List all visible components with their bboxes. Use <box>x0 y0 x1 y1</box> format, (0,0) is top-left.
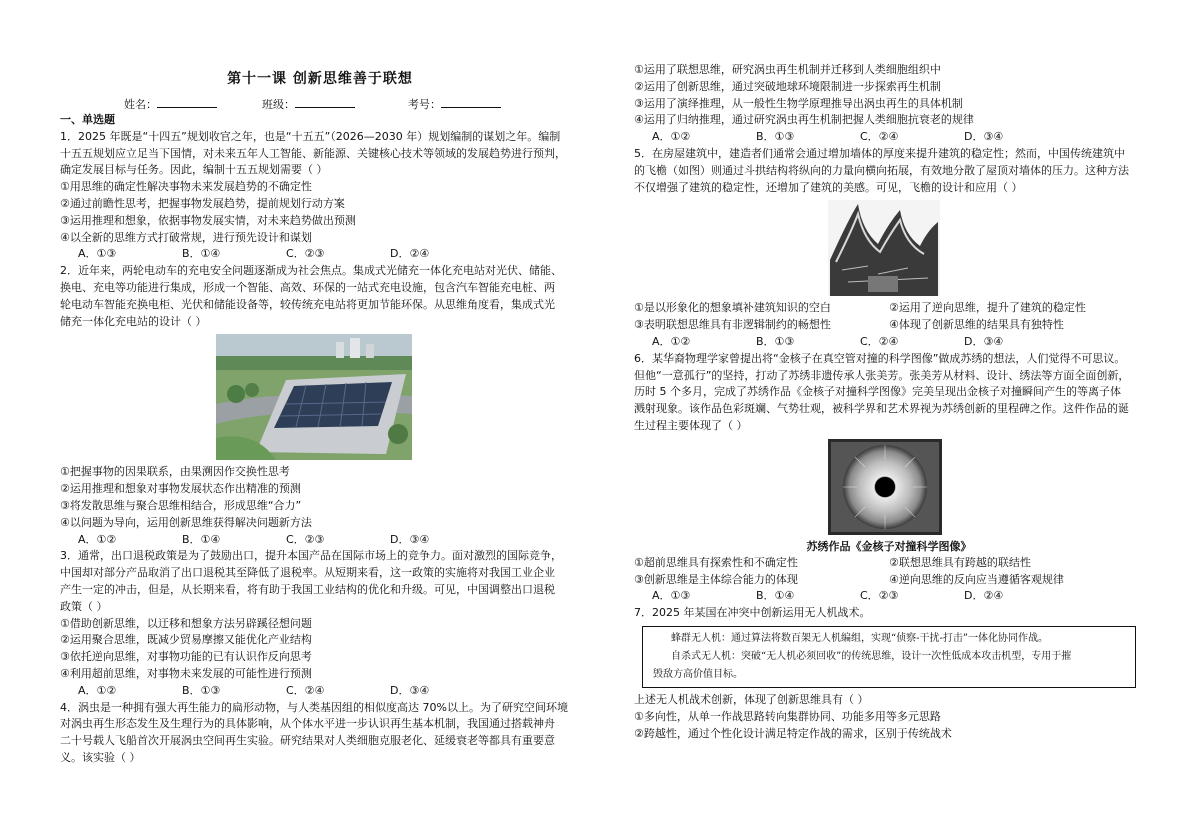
q5-option-b[interactable]: B．①③ <box>756 334 795 348</box>
embroidery-image <box>828 439 942 535</box>
q7-box-line: 毁敌方高价值目标。 <box>653 668 743 680</box>
q3-line: 3．通常，出口退税政策是为了鼓励出口，提升本国产品在国际市场上的竞争力。面对激烈的国际竞争， <box>60 549 562 563</box>
q2-statement: ②运用推理和想象对事物发展状态作出精准的预测 <box>60 482 301 496</box>
q3-option-d[interactable]: D．③④ <box>390 683 430 697</box>
class-field <box>262 96 355 112</box>
class-blank[interactable] <box>295 97 355 108</box>
q4-line: 对涡虫再生形态发生及生理行为的具体影响，从个体水平进一步认识再生基本机制，我国通过搭载神舟 <box>60 717 555 731</box>
q1-line: 确定发展目标与任务。因此，编制十五五规划需要（ ） <box>60 163 328 177</box>
q1-line: 十五五规划应立足当下国情，对未来五年人工智能、新能源、关键核心技术等领域的发展趋势进行预判， <box>60 146 566 160</box>
q2-statement: ③将发散思维与聚合思维相结合，形成思维“合力” <box>60 498 302 512</box>
class-label: 班级： <box>262 98 295 111</box>
q2-line: 换电、充电等功能进行集成，形成一个智能、高效、环保的一站式充电设施，包含汽车智能充电桩、两 <box>60 280 555 294</box>
q5-statements-row <box>634 300 1144 317</box>
question-5 <box>634 146 1144 351</box>
q6-line: 溅射现象。该作品色彩斑斓、气势壮观，被科学界和艺术界视为苏绣创新的里程碑之作。这件作品的诞 <box>634 402 1129 416</box>
q6-statements-row <box>634 572 1144 589</box>
q4-line: 4．涡虫是一种拥有强大再生能力的扁形动物，与人类基因组的相似度高达 70%以上。为了研究空间环境 <box>60 700 568 714</box>
q3-options <box>60 683 580 700</box>
name-field <box>124 96 217 112</box>
q1-statement: ②通过前瞻性思考，把握事物发展趋势，提前规划行动方案 <box>60 196 345 210</box>
right-column <box>634 62 1144 742</box>
q7-line: 上述无人机战术创新，体现了创新思维具有（ ） <box>634 692 869 706</box>
name-blank[interactable] <box>157 97 217 108</box>
exam-no-blank[interactable] <box>441 97 501 108</box>
q3-line: 中国却对部分产品取消了出口退税其至降低了退税率。从短期来看，这一政策的实施将对我国工业企业 <box>60 566 555 580</box>
question-6 <box>634 351 1144 605</box>
q2-line: 储充一体化充电站的设计（ ） <box>60 314 207 328</box>
q3-option-a[interactable]: A．①② <box>78 683 117 697</box>
q4-option-d[interactable]: D．③④ <box>964 130 1004 144</box>
q3-statement: ①借助创新思维，以迂移和想象方法另辟蹊径想问题 <box>60 616 312 630</box>
q5-line: 的飞檐（如图）则通过斗拱结构将纵向的力量向横向拓展，有效地分散了屋顶对墙体的压力。这种方法 <box>634 163 1129 177</box>
q2-option-d[interactable]: D．③④ <box>390 532 430 546</box>
q5-options <box>634 334 1144 351</box>
q5-option-a[interactable]: A．①② <box>652 334 691 348</box>
q4-line: 二十号载人飞船首次开展涡虫空间再生实验。研究结果对人类细胞克服老化、延缓衰老等都具有重要意 <box>60 734 555 748</box>
q6-line: 历时 5 个多月，完成了苏绣作品《金核子对撞科学图像》完美呈现出金核子对撞瞬间产生的等离子体 <box>634 385 1121 399</box>
q6-statement: ②联想思维具有跨越的联结性 <box>889 555 1031 569</box>
q4-statement: ①运用了联想思维，研究涡虫再生机制并迁移到人类细胞组织中 <box>634 63 941 76</box>
q6-option-a[interactable]: A．①③ <box>652 589 691 603</box>
q7-head: 7．2025 年某国在冲突中创新运用无人机战术。 <box>634 606 871 620</box>
question-4 <box>60 700 580 767</box>
q6-option-b[interactable]: B．①④ <box>756 589 795 603</box>
q7-box-line: 蜂群无人机：通过算法将数百架无人机编组，实现“侦察-干扰-打击”一体化协同作战。 <box>671 632 1048 644</box>
q2-options <box>60 532 580 549</box>
q5-statements-row <box>634 317 1144 334</box>
q7-box-line: 自杀式无人机：突破“无人机必须回收”的传统思维，设计一次性低成本攻击机型，专用于摧 <box>671 650 1072 662</box>
q4-options <box>634 129 1144 146</box>
q5-statement: ③表明联想思维具有非逻辑制约的畅想性 <box>634 318 831 332</box>
q2-option-b[interactable]: B．①④ <box>182 532 221 546</box>
charging-station-image <box>216 334 412 460</box>
q3-statement: ④利用超前思维，对事物未来发展的可能性进行预测 <box>60 666 312 680</box>
q6-statement: ④逆向思维的反向应当遵循客观规律 <box>889 572 1064 586</box>
embroidery-caption: 苏绣作品《金核子对撞科学图像》 <box>806 539 972 553</box>
q6-line: 生过程主要体现了（ ） <box>634 418 748 432</box>
question-1 <box>60 129 580 263</box>
q6-option-c[interactable]: C．②③ <box>860 589 899 603</box>
section-heading: 一、单选题 <box>60 113 115 126</box>
question-4-continued <box>634 62 1144 146</box>
q2-option-c[interactable]: C．②③ <box>286 532 325 546</box>
question-7 <box>634 605 1144 742</box>
q7-statement: ②跨越性，通过个性化设计满足特定作战的需求，区别于传统战术 <box>634 726 952 740</box>
q4-line: 义。该实验（ ） <box>60 750 141 764</box>
q4-statement: ④运用了归纳推理，通过研究涡虫再生机制把握人类细胞抗衰老的规律 <box>634 113 974 127</box>
q7-material-box <box>642 626 1136 688</box>
q6-line: 6．某华裔物理学家曾提出将“金核子在真空管对撞的科学图像”做成苏绣的想法，人们觉得不可思议。 <box>634 351 1126 365</box>
q6-statements-row <box>634 555 1144 572</box>
q7-statement: ①多向性，从单一作战思路转向集群协同、功能多用等多元思路 <box>634 709 941 723</box>
q1-option-c[interactable]: C．②③ <box>286 247 325 261</box>
q1-option-a[interactable]: A．①③ <box>78 247 117 261</box>
flying-eaves-image <box>828 200 940 296</box>
question-2 <box>60 263 580 548</box>
q2-statement: ④以问题为导向，运用创新思维获得解决问题新方法 <box>60 515 312 529</box>
flying-eaves-sketch <box>828 200 940 296</box>
q3-line: 产生一定的冲击，但是，从长期来看，将有助于我国工业结构的优化和升级。可见，中国调整出口退税 <box>60 582 555 596</box>
exam-no-field <box>408 96 501 112</box>
q5-line: 5．在房屋建筑中，建造者们通常会通过增加墙体的厚度来提升建筑的稳定性；然而，中国传统建筑中 <box>634 146 1125 160</box>
q3-option-c[interactable]: C．②④ <box>286 683 325 697</box>
q6-option-d[interactable]: D．②④ <box>964 589 1004 603</box>
q4-option-a[interactable]: A．①② <box>652 130 691 144</box>
q1-options <box>60 246 580 263</box>
q1-statement: ①用思维的确定性解决事物未来发展趋势的不确定性 <box>60 180 312 194</box>
q5-line: 不仅增强了建筑的稳定性，还增加了建筑的美感。可见，飞檐的设计和应用（ ） <box>634 180 1023 194</box>
q3-statement: ③依托逆向思维，对事物功能的已有认识作反向思考 <box>60 650 312 664</box>
charging-station-photo <box>216 334 412 460</box>
q6-line: 但他“一意孤行”的坚持，打动了苏绣非遗传承人张美芳。张美芳从材料、设计、绣法等方面全面创新， <box>634 368 1130 382</box>
q1-statement: ③运用推理和想象，依据事物发展实情，对未来趋势做出预测 <box>60 213 356 227</box>
q4-statement: ②运用了创新思维，通过突破地球环境限制进一步探索再生机制 <box>634 79 941 93</box>
gold-nucleus-collision-embroidery <box>828 439 942 535</box>
q4-option-b[interactable]: B．①③ <box>756 130 795 144</box>
q5-statement: ①是以形象化的想象填补建筑知识的空白 <box>634 301 831 315</box>
q2-statement: ①把握事物的因果联系，由果溯因作交换性思考 <box>60 465 290 479</box>
q1-option-b[interactable]: B．①④ <box>182 247 221 261</box>
q1-statement: ④以全新的思维方式打破常规，进行预先设计和谋划 <box>60 230 312 244</box>
q2-line: 2．近年来，两轮电动车的充电安全问题逐渐成为社会焦点。集成式光储充一体化充电站对光伏、储能、 <box>60 264 562 278</box>
q1-option-d[interactable]: D．②④ <box>390 247 430 261</box>
q5-statement: ④体现了创新思维的结果具有独特性 <box>889 318 1064 332</box>
page-title: 第十一课 创新思维善于联想 <box>227 71 413 87</box>
q5-option-c[interactable]: C．②④ <box>860 334 899 348</box>
q2-option-a[interactable]: A．①② <box>78 532 117 546</box>
q6-statement: ③创新思维是主体综合能力的体现 <box>634 572 798 586</box>
q3-line: 政策（ ） <box>60 599 108 613</box>
q4-statement: ③运用了演绎推理，从一般性生物学原理推导出涡虫再生的具体机制 <box>634 96 963 110</box>
name-label: 姓名： <box>124 98 157 111</box>
exam-no-label: 考号： <box>408 98 441 111</box>
q1-line: 1．2025 年既是“十四五”规划收官之年，也是“十五五”（2026—2030 年）规划编制的谋划之年。编制 <box>60 129 561 143</box>
q5-option-d[interactable]: D．③④ <box>964 334 1004 348</box>
question-3 <box>60 548 580 699</box>
q3-option-b[interactable]: B．①③ <box>182 683 221 697</box>
q6-options <box>634 588 1144 605</box>
q6-statement: ①超前思维具有探索性和不确定性 <box>634 555 798 569</box>
q2-line: 轮电动车智能充换电柜、光伏和储能设备等，较传统充电站将更加节能环保。从思维角度看，集成式光 <box>60 297 555 311</box>
q5-statement: ②运用了逆向思维，提升了建筑的稳定性 <box>889 301 1086 315</box>
q4-option-c[interactable]: C．②④ <box>860 130 899 144</box>
q3-statement: ②运用聚合思维，既减少贸易摩擦又能优化产业结构 <box>60 633 312 647</box>
